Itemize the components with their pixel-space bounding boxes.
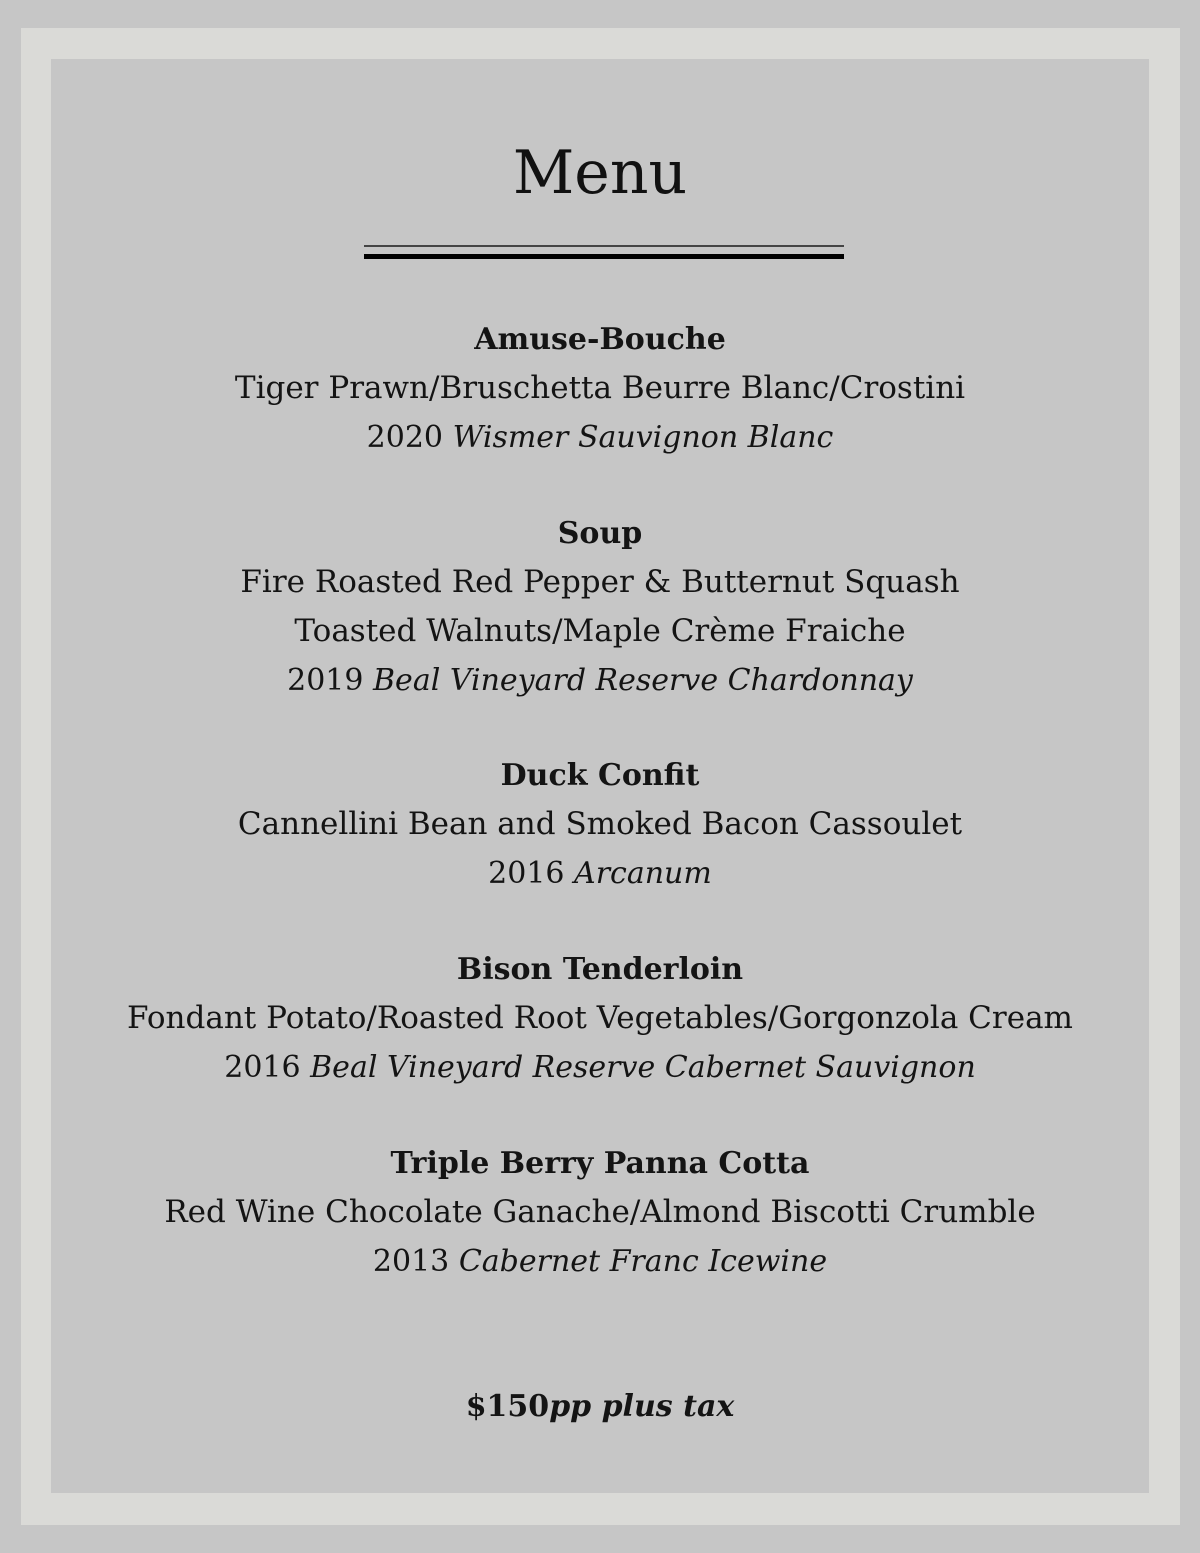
course-panna-cotta (60, 1139, 1140, 1286)
wine-name: Arcanum (574, 856, 712, 891)
course-soup (60, 509, 1140, 705)
wine-pairing (60, 849, 1140, 898)
course-description: Red Wine Chocolate Ganache/Almond Biscotti Crumble (164, 1194, 1036, 1230)
wine-vintage: 2020 (366, 420, 444, 455)
title-divider-thick (364, 254, 844, 259)
course-name: Triple Berry Panna Cotta (390, 1146, 810, 1181)
course-description: Tiger Prawn/Bruschetta Beurre Blanc/Crostini (234, 370, 966, 406)
course-description: Fire Roasted Red Pepper & Butternut Squash (240, 564, 960, 600)
price-amount: $150 (465, 1389, 550, 1424)
price-line (0, 1382, 1200, 1431)
course-name: Soup (557, 516, 643, 551)
wine-vintage: 2016 (488, 856, 565, 891)
course-name: Bison Tenderloin (456, 952, 744, 987)
wine-name: Beal Vineyard Reserve Cabernet Sauvignon (310, 1050, 976, 1085)
wine-pairing (60, 1043, 1140, 1092)
course-name: Duck Confit (500, 758, 700, 793)
wine-vintage: 2019 (287, 663, 364, 698)
wine-name: Beal Vineyard Reserve Chardonnay (373, 663, 913, 698)
menu-title: Menu (512, 138, 688, 208)
wine-vintage: 2013 (372, 1244, 450, 1279)
course-bison-tenderloin (60, 945, 1140, 1092)
course-name: Amuse-Bouche (474, 322, 726, 357)
course-description: Cannellini Bean and Smoked Bacon Cassoulet (237, 806, 963, 842)
course-description: Fondant Potato/Roasted Root Vegetables/Gorgonzola Cream (127, 1000, 1073, 1036)
course-description: Toasted Walnuts/Maple Crème Fraiche (294, 613, 906, 649)
course-amuse-bouche (60, 315, 1140, 462)
wine-vintage: 2016 (224, 1050, 301, 1085)
title-divider-thin (364, 245, 844, 247)
wine-name: Wismer Sauvignon Blanc (452, 420, 834, 455)
course-duck-confit (60, 751, 1140, 898)
wine-pairing (60, 1237, 1140, 1286)
price-unit: pp plus tax (549, 1389, 735, 1424)
wine-pairing (60, 413, 1140, 462)
wine-name: Cabernet Franc Icewine (458, 1244, 828, 1279)
wine-pairing (60, 656, 1140, 705)
